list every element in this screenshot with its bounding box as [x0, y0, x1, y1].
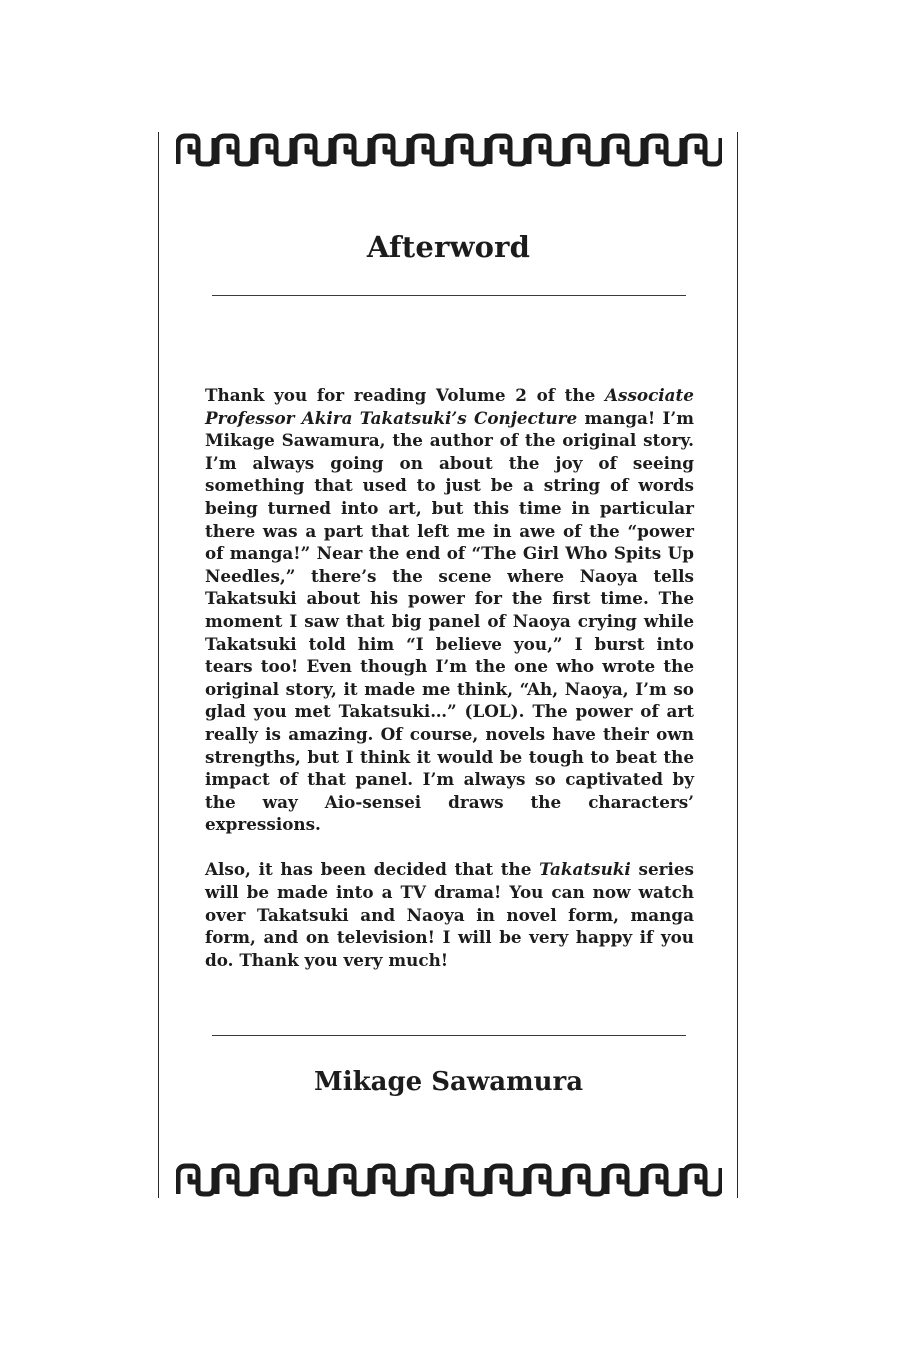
italic-title-text: Associate Professor Akira Takatsuki’s Conjecture	[205, 385, 694, 428]
bottom-decorative-border	[176, 1160, 722, 1200]
top-meander-pattern	[176, 130, 722, 170]
paragraph-2	[205, 858, 694, 971]
meander-segment	[178, 136, 214, 164]
meander-segment	[256, 1166, 292, 1194]
meander-segment	[490, 1166, 526, 1194]
body-text-run: Thank you for reading Volume 2 of the	[205, 385, 605, 405]
meander-segment	[178, 1166, 214, 1194]
right-frame-line	[737, 132, 738, 1198]
meander-segment	[256, 136, 292, 164]
meander-segment	[217, 1166, 253, 1194]
paragraph-1	[205, 384, 694, 836]
meander-segment	[217, 136, 253, 164]
meander-segment	[334, 1166, 370, 1194]
meander-segment	[412, 1166, 448, 1194]
meander-segment	[646, 136, 682, 164]
meander-segment	[529, 136, 565, 164]
meander-segment	[646, 1166, 682, 1194]
meander-segment	[295, 1166, 331, 1194]
body-text-run: Also, it has been decided that the	[205, 859, 540, 880]
meander-segment	[568, 1166, 604, 1194]
meander-segment	[685, 136, 721, 164]
page-title: Afterword	[366, 230, 531, 264]
meander-segment	[451, 1166, 487, 1194]
title-divider	[212, 295, 686, 296]
meander-segment	[607, 136, 643, 164]
meander-segment	[529, 1166, 565, 1194]
meander-segment	[373, 1166, 409, 1194]
meander-segment	[412, 136, 448, 164]
meander-segment	[685, 1166, 721, 1194]
author-signature: Mikage Sawamura	[313, 1067, 584, 1097]
meander-segment	[490, 136, 526, 164]
bottom-meander-pattern	[176, 1160, 722, 1200]
afterword-body	[205, 384, 694, 971]
meander-segment	[373, 136, 409, 164]
signature-divider	[212, 1035, 686, 1036]
meander-segment	[607, 1166, 643, 1194]
left-frame-line	[158, 132, 159, 1198]
body-text-run: series will be made into a TV drama! You can now watch over Takatsuki and Naoya in novel form, manga form, and on television! I will be very happy if you do. Thank you very much!	[205, 859, 694, 970]
body-text-run: manga! I’m Mikage Sawamura, the author of the original story. I’m always going on about the joy of seeing something that used to just be a string of words being turned into art, but this time in particular there was a part that left me in awe of the “power of manga!” Near the end of “The Girl Who Spits Up Needles,” there’s the scene where Naoya tells Takatsuki about his power for the first time. The moment I saw that big panel of Naoya crying while Takatsuki told him “I believe you,” I burst into tears too! Even though I’m the one who wrote the original story, it made me think, “Ah, Naoya, I’m so glad you met Takatsuki…” (LOL). The power of art really is amazing. Of course, novels have their own strengths, but I think it would be tough to beat the impact of that panel. I’m always so captivated by the way Aio-sensei draws the characters’ expressions.	[205, 407, 694, 835]
meander-segment	[334, 136, 370, 164]
top-decorative-border	[176, 130, 722, 170]
italic-title-text: Takatsuki	[539, 859, 631, 880]
meander-segment	[568, 136, 604, 164]
meander-segment	[295, 136, 331, 164]
meander-segment	[451, 136, 487, 164]
